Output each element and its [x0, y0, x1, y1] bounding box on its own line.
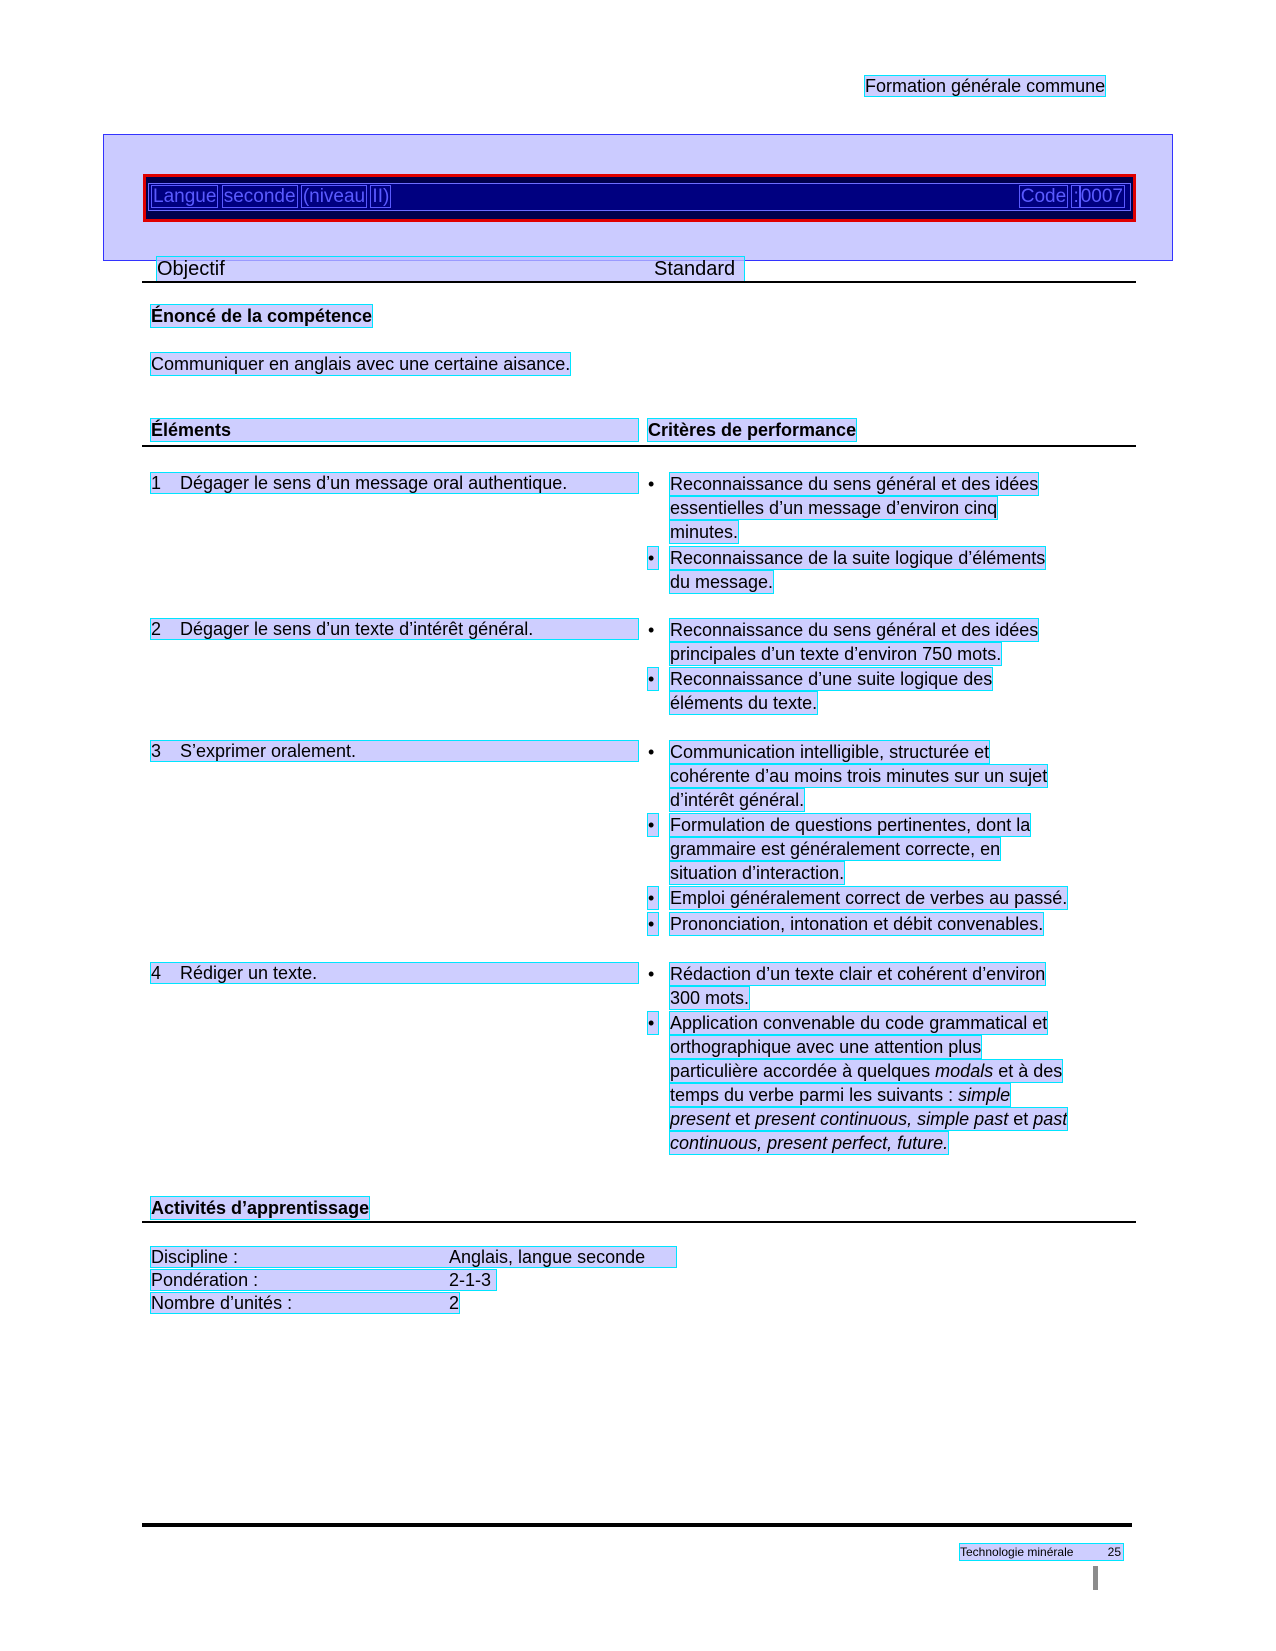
criterion-fragment: present [670, 1109, 731, 1129]
criterion-line: Rédaction d’un texte clair et cohérent d’environ [670, 964, 1046, 984]
course-title [152, 184, 390, 210]
criterion-line: Application convenable du code grammatical et [670, 1013, 1048, 1033]
element-text: Rédiger un texte. [180, 963, 318, 983]
bullet: • [648, 620, 655, 640]
objective-standard-row [157, 257, 744, 281]
criterion-line: 300 mots. [670, 988, 750, 1008]
criterion-line: orthographique avec une attention plus [670, 1037, 982, 1057]
competence-heading: Énoncé de la compétence [151, 306, 373, 326]
info-value: 2 [449, 1293, 460, 1313]
course-title-inner [149, 184, 1130, 210]
element-number: 4 [151, 963, 162, 983]
criteria-column-header: Critères de performance [648, 420, 857, 440]
element-number: 1 [151, 473, 162, 493]
element-text: S’exprimer oralement. [180, 741, 357, 761]
criterion-line: grammaire est généralement correcte, en [670, 839, 1001, 859]
element-row [151, 619, 638, 639]
info-value: Anglais, langue seconde [449, 1247, 646, 1267]
criterion-fragment: present continuous, simple past [755, 1109, 1009, 1129]
criterion-line: du message. [670, 572, 774, 592]
standard-label: Standard [654, 258, 736, 280]
bullet: • [648, 887, 658, 909]
criterion-line [670, 1084, 1010, 1106]
criterion-line: Reconnaissance du sens général et des idées [670, 474, 1039, 494]
code-separator: : [1073, 186, 1079, 207]
criterion-line [670, 1060, 1062, 1082]
footer-program: Technologie minérale [960, 1545, 1074, 1559]
title-word: Langue [153, 186, 217, 207]
bullet: • [648, 814, 658, 836]
element-row [151, 963, 638, 983]
info-label: Discipline : [151, 1247, 239, 1267]
criterion-line: Reconnaissance de la suite logique d’éléments [670, 548, 1046, 568]
info-label: Pondération : [151, 1270, 259, 1290]
element-row [151, 473, 638, 493]
info-label: Nombre d’unités : [151, 1293, 293, 1313]
criterion-line [670, 1108, 1067, 1130]
bullet: • [648, 913, 658, 935]
info-row-ponderation [151, 1270, 496, 1290]
section-divider [142, 445, 1136, 447]
section-divider [142, 281, 1136, 283]
criterion-line: Communication intelligible, structurée et [670, 742, 990, 762]
page-footer [960, 1544, 1123, 1560]
course-code [1020, 184, 1124, 210]
bullet: • [648, 1012, 658, 1034]
criterion-fragment: particulière accordée à quelques [670, 1061, 936, 1081]
criterion-line: Reconnaissance d’une suite logique des [670, 669, 993, 689]
element-row [151, 741, 638, 761]
criterion-line: cohérente d’au moins trois minutes sur un sujet [670, 766, 1048, 786]
criterion-line: principales d’un texte d’environ 750 mots. [670, 644, 1002, 664]
element-text: Dégager le sens d’un texte d’intérêt général. [180, 619, 534, 639]
criterion-fragment: modals [935, 1061, 994, 1081]
program-header: Formation générale commune [865, 76, 1106, 96]
criterion-line: Reconnaissance du sens général et des idées [670, 620, 1039, 640]
element-text: Dégager le sens d’un message oral authentique. [180, 473, 568, 493]
bullet: • [648, 668, 658, 690]
section-divider [142, 1221, 1136, 1223]
criterion-line: Prononciation, intonation et débit convenables. [670, 914, 1044, 934]
activities-heading: Activités d’apprentissage [151, 1198, 370, 1218]
criterion-fragment: simple [958, 1085, 1011, 1105]
criterion-fragment: past [1033, 1109, 1068, 1129]
element-number: 2 [151, 619, 162, 639]
info-value: 2-1-3 [449, 1270, 492, 1290]
title-word: seconde [223, 186, 296, 207]
info-row-discipline [151, 1247, 676, 1267]
element-number: 3 [151, 741, 162, 761]
criterion-fragment: continuous, present perfect, future. [670, 1133, 949, 1153]
code-label: Code [1020, 186, 1067, 207]
competence-text: Communiquer en anglais avec une certaine aisance. [151, 354, 571, 374]
title-word: II) [372, 186, 390, 207]
elements-column-header: Éléments [151, 419, 638, 441]
bullet: • [648, 742, 655, 762]
code-value: 0007 [1080, 186, 1123, 207]
criterion-line [670, 1132, 948, 1154]
info-row-unites [151, 1293, 459, 1313]
criterion-line: situation d’interaction. [670, 863, 845, 883]
criterion-line: d’intérêt général. [670, 790, 805, 810]
criterion-line: éléments du texte. [670, 693, 818, 713]
criterion-fragment: temps du verbe parmi les suivants : [670, 1085, 959, 1105]
footer-divider [142, 1523, 1132, 1527]
criterion-fragment: et à des [993, 1061, 1063, 1081]
page-number: 25 [1107, 1545, 1121, 1559]
footer-mark [1093, 1566, 1098, 1590]
bullet: • [648, 547, 658, 569]
criterion-line: Formulation de questions pertinentes, dont la [670, 815, 1031, 835]
bullet: • [648, 964, 655, 984]
course-title-bar [143, 174, 1136, 222]
bullet: • [648, 474, 655, 494]
criterion-fragment: et [1008, 1109, 1034, 1129]
title-word: (niveau [302, 186, 366, 207]
criterion-line: Emploi généralement correct de verbes au passé. [670, 888, 1068, 908]
objective-label: Objectif [157, 258, 225, 280]
criterion-fragment: et [730, 1109, 756, 1129]
criterion-line: essentielles d’un message d’environ cinq [670, 498, 998, 518]
criterion-line: minutes. [670, 522, 739, 542]
